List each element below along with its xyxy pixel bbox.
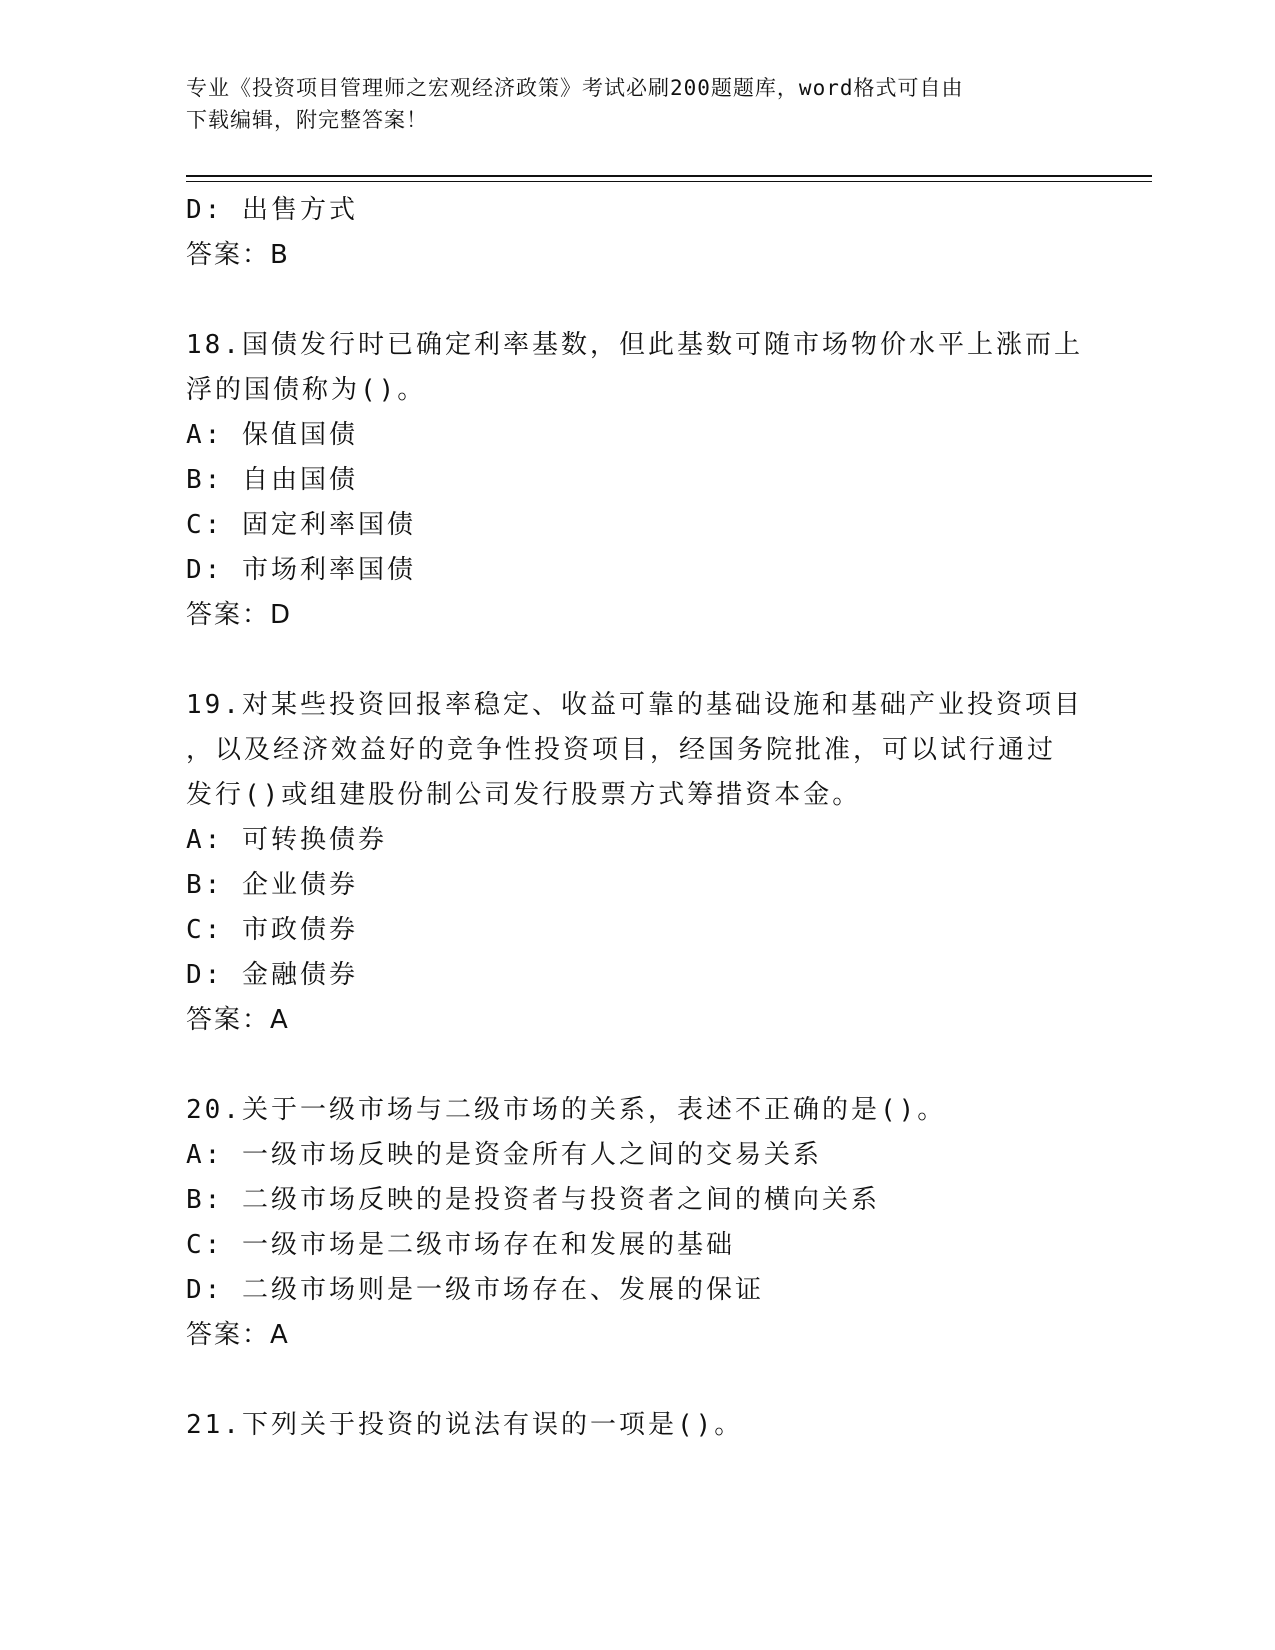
question-stem-line: 浮的国债称为()。 bbox=[186, 375, 427, 405]
question-19 bbox=[186, 683, 1086, 1043]
spacer bbox=[186, 278, 1086, 323]
page-header bbox=[186, 72, 1066, 136]
answer-line: 答案：A bbox=[186, 1005, 290, 1035]
option-a: A: 保值国债 bbox=[186, 420, 358, 450]
option-d: D: 二级市场则是一级市场存在、发展的保证 bbox=[186, 1275, 764, 1305]
page-content bbox=[186, 188, 1086, 1448]
option-b: B: 二级市场反映的是投资者与投资者之间的横向关系 bbox=[186, 1185, 880, 1215]
option-d: D: 市场利率国债 bbox=[186, 555, 416, 585]
option-b: B: 自由国债 bbox=[186, 465, 358, 495]
header-rule-thin bbox=[186, 181, 1152, 182]
spacer bbox=[186, 638, 1086, 683]
option-d: D: 出售方式 bbox=[186, 195, 358, 225]
question-stem-line: 18.国债发行时已确定利率基数，但此基数可随市场物价水平上涨而上 bbox=[186, 330, 1083, 360]
answer-line: 答案：A bbox=[186, 1320, 290, 1350]
option-a: A: 一级市场反映的是资金所有人之间的交易关系 bbox=[186, 1140, 822, 1170]
answer-line: 答案：D bbox=[186, 600, 293, 630]
option-d: D: 金融债券 bbox=[186, 960, 358, 990]
option-c: C: 固定利率国债 bbox=[186, 510, 416, 540]
question-stem-line: 19.对某些投资回报率稳定、收益可靠的基础设施和基础产业投资项目 bbox=[186, 690, 1083, 720]
option-c: C: 市政债券 bbox=[186, 915, 358, 945]
spacer bbox=[186, 1043, 1086, 1088]
option-c: C: 一级市场是二级市场存在和发展的基础 bbox=[186, 1230, 735, 1260]
question-stem-line: 发行()或组建股份制公司发行股票方式筹措资本金。 bbox=[186, 780, 862, 810]
question-stem-line: 20.关于一级市场与二级市场的关系，表述不正确的是()。 bbox=[186, 1095, 947, 1125]
header-line-1: 专业《投资项目管理师之宏观经济政策》考试必刷200题题库，word格式可自由 bbox=[186, 76, 964, 100]
question-18 bbox=[186, 323, 1086, 638]
header-line-2: 下载编辑，附完整答案！ bbox=[186, 108, 428, 132]
question-stem-line: 21.下列关于投资的说法有误的一项是()。 bbox=[186, 1410, 744, 1440]
spacer bbox=[186, 1358, 1086, 1403]
question-21 bbox=[186, 1403, 1086, 1448]
option-b: B: 企业债券 bbox=[186, 870, 358, 900]
question-stem-line: ，以及经济效益好的竞争性投资项目，经国务院批准，可以试行通过 bbox=[186, 735, 1057, 765]
header-rule-thick bbox=[186, 175, 1152, 177]
option-a: A: 可转换债券 bbox=[186, 825, 387, 855]
answer-line: 答案：B bbox=[186, 240, 290, 270]
question-20 bbox=[186, 1088, 1086, 1358]
